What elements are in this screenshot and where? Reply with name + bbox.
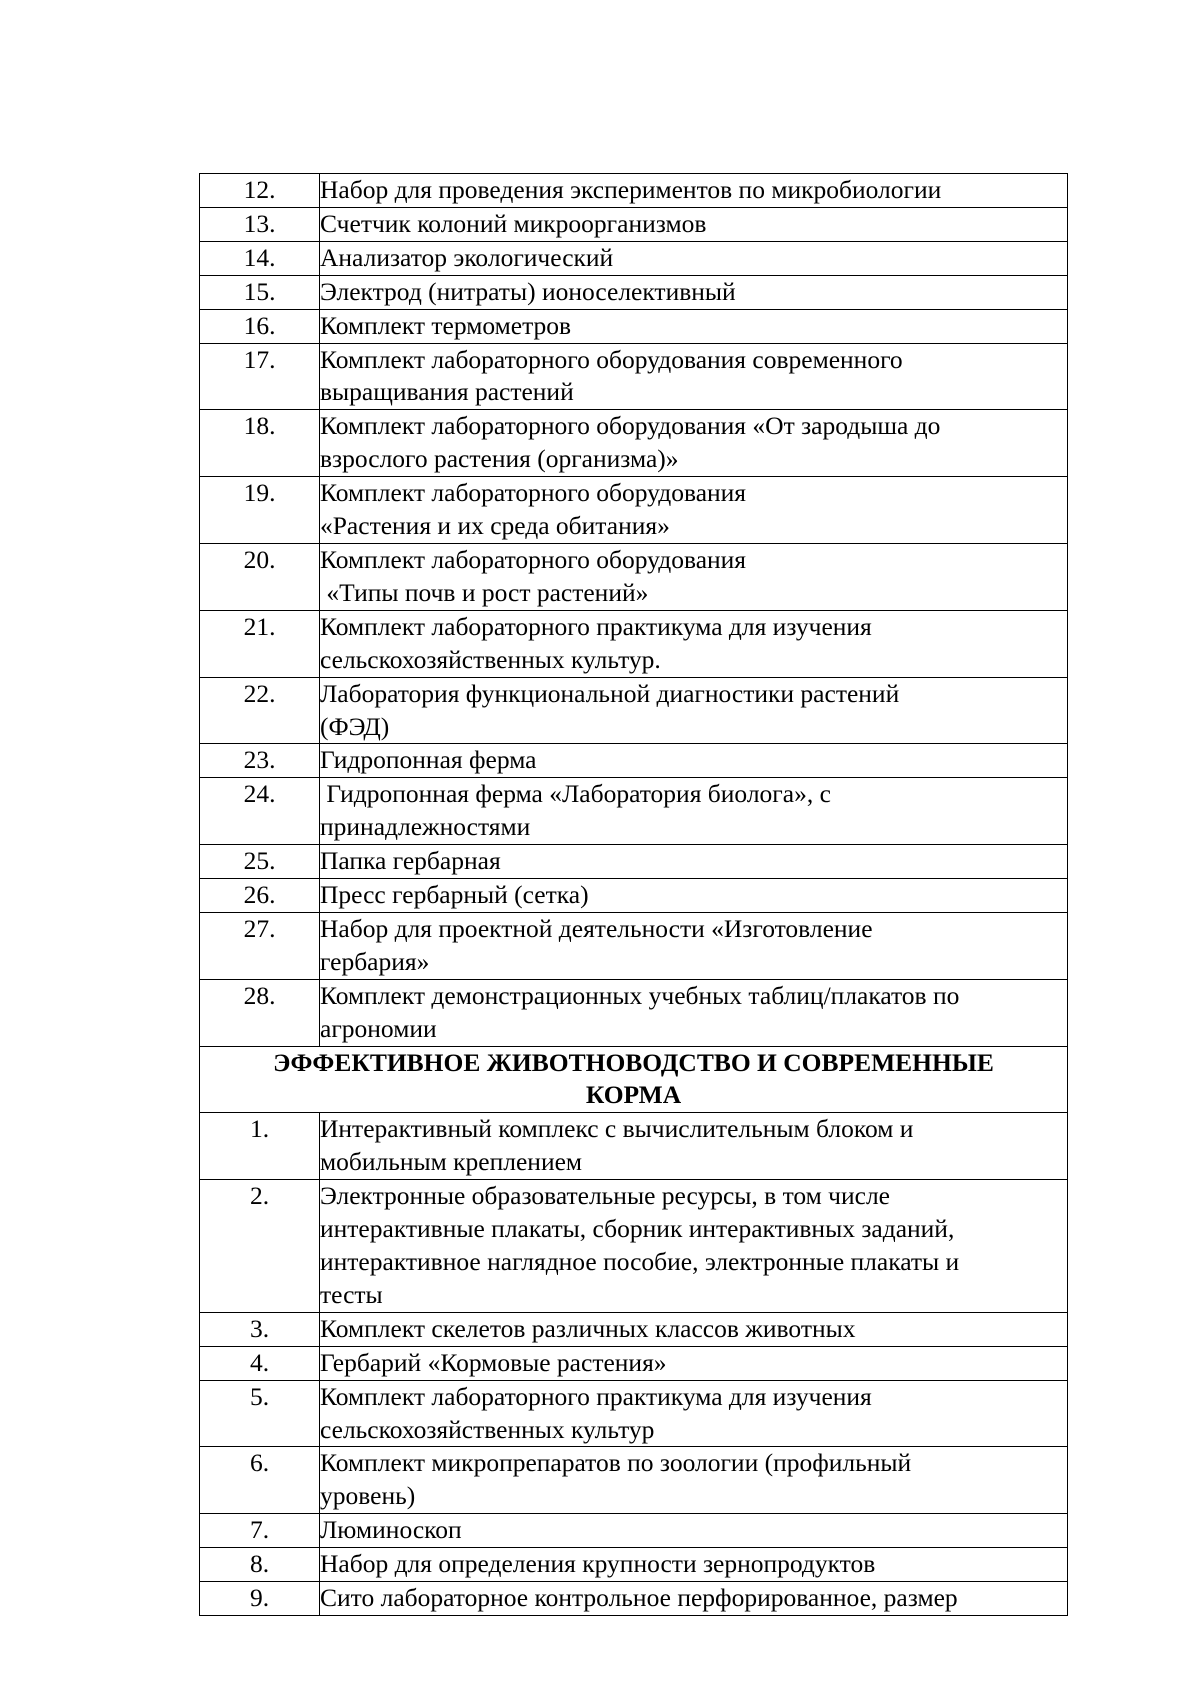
row-number: 25. xyxy=(200,845,320,879)
row-number: 23. xyxy=(200,744,320,778)
item-name-line: Пресс гербарный (сетка) xyxy=(320,880,589,910)
row-number: 1. xyxy=(200,1113,320,1180)
item-name-line: Комплект термометров xyxy=(320,310,572,340)
equipment-table xyxy=(199,173,1068,1616)
item-name xyxy=(320,1447,1068,1514)
item-name xyxy=(320,275,1068,309)
table-row xyxy=(200,1447,1068,1514)
row-number: 9. xyxy=(200,1582,320,1616)
table-row xyxy=(200,912,1068,979)
item-name-line: Комплект лабораторного практикума для изучения xyxy=(320,611,872,641)
row-number: 28. xyxy=(200,979,320,1046)
item-name-line: (ФЭД) xyxy=(320,711,390,741)
item-name-line: взрослого растения (организма)» xyxy=(320,444,679,474)
item-name-line: выращивания растений xyxy=(320,377,574,407)
item-name-line: Комплект лабораторного оборудования xyxy=(320,478,747,508)
item-name xyxy=(320,174,1068,208)
item-name xyxy=(320,845,1068,879)
row-number: 5. xyxy=(200,1380,320,1447)
table-row xyxy=(200,1582,1068,1616)
item-name xyxy=(320,912,1068,979)
table-row xyxy=(200,309,1068,343)
item-name-line: Комплект демонстрационных учебных таблиц/плакатов по xyxy=(320,980,960,1010)
row-number: 3. xyxy=(200,1312,320,1346)
row-number: 4. xyxy=(200,1346,320,1380)
table-row xyxy=(200,1346,1068,1380)
item-name-line: Комплект лабораторного оборудования xyxy=(320,544,747,574)
table-row xyxy=(200,1180,1068,1313)
item-name-line: «Типы почв и рост растений» xyxy=(320,577,649,607)
item-name xyxy=(320,543,1068,610)
item-name-line: Комплект скелетов различных классов животных xyxy=(320,1313,856,1343)
row-number: 12. xyxy=(200,174,320,208)
item-name-line: Комплект лабораторного практикума для изучения xyxy=(320,1381,872,1411)
item-name-line: гербария» xyxy=(320,946,430,976)
item-name-line: Набор для проведения экспериментов по микробиологии xyxy=(320,175,942,204)
item-name-line: принадлежностями xyxy=(320,812,531,842)
table-row xyxy=(200,677,1068,744)
table-row xyxy=(200,1514,1068,1548)
item-name xyxy=(320,677,1068,744)
table-row xyxy=(200,979,1068,1046)
item-name xyxy=(320,610,1068,677)
item-name-line: мобильным креплением xyxy=(320,1147,583,1177)
item-name-line: агрономии xyxy=(320,1013,437,1043)
item-name xyxy=(320,1514,1068,1548)
row-number: 16. xyxy=(200,309,320,343)
row-number: 27. xyxy=(200,912,320,979)
item-name-line: Набор для проектной деятельности «Изготовление xyxy=(320,913,873,943)
table-row xyxy=(200,207,1068,241)
item-name xyxy=(320,1312,1068,1346)
section-heading-line: ЭФФЕКТИВНОЕ ЖИВОТНОВОДСТВО И СОВРЕМЕННЫЕ xyxy=(273,1047,994,1077)
item-name-line: Гидропонная ферма xyxy=(320,745,537,775)
row-number: 8. xyxy=(200,1548,320,1582)
item-name xyxy=(320,207,1068,241)
table-row xyxy=(200,343,1068,410)
row-number: 20. xyxy=(200,543,320,610)
item-name xyxy=(320,1346,1068,1380)
item-name xyxy=(320,879,1068,913)
table-row xyxy=(200,1312,1068,1346)
item-name-line: Гидропонная ферма «Лаборатория биолога», с xyxy=(320,779,831,809)
table-row xyxy=(200,1380,1068,1447)
item-name-line: уровень) xyxy=(320,1481,416,1511)
item-name-line: тесты xyxy=(320,1279,383,1309)
item-name-line: Комплект лабораторного оборудования современного xyxy=(320,344,903,374)
item-name-line: Электронные образовательные ресурсы, в том числе xyxy=(320,1181,891,1211)
item-name-line: Папка гербарная xyxy=(320,846,501,876)
row-number: 18. xyxy=(200,410,320,477)
table-row xyxy=(200,744,1068,778)
item-name-line: Люминоскоп xyxy=(320,1515,462,1545)
table-row xyxy=(200,477,1068,544)
item-name xyxy=(320,778,1068,845)
section-heading-row xyxy=(200,1046,1068,1113)
item-name-line: Комплект лабораторного оборудования «От зародыша до xyxy=(320,411,941,441)
item-name-line: Счетчик колоний микроорганизмов xyxy=(320,208,707,238)
item-name-line: Гербарий «Кормовые растения» xyxy=(320,1347,667,1377)
section-heading xyxy=(200,1046,1068,1113)
table-row xyxy=(200,610,1068,677)
table-row xyxy=(200,410,1068,477)
table-row xyxy=(200,174,1068,208)
item-name-line: «Растения и их среда обитания» xyxy=(320,511,670,541)
table-row xyxy=(200,845,1068,879)
item-name-line: Сито лабораторное контрольное перфорированное, размер xyxy=(320,1583,958,1613)
item-name-line: Лаборатория функциональной диагностики растений xyxy=(320,678,900,708)
item-name xyxy=(320,1113,1068,1180)
item-name-line: Набор для определения крупности зернопродуктов xyxy=(320,1549,876,1579)
item-name-line: сельскохозяйственных культур. xyxy=(320,644,661,674)
item-name xyxy=(320,1582,1068,1616)
item-name-line: Интерактивный комплекс с вычислительным блоком и xyxy=(320,1114,914,1144)
item-name xyxy=(320,309,1068,343)
row-number: 19. xyxy=(200,477,320,544)
table-row xyxy=(200,778,1068,845)
table-row xyxy=(200,241,1068,275)
table-row xyxy=(200,543,1068,610)
item-name xyxy=(320,1548,1068,1582)
row-number: 7. xyxy=(200,1514,320,1548)
row-number: 21. xyxy=(200,610,320,677)
item-name-line: Анализатор экологический xyxy=(320,242,614,272)
equipment-table-body xyxy=(200,174,1068,1616)
row-number: 22. xyxy=(200,677,320,744)
table-row xyxy=(200,1548,1068,1582)
table-row xyxy=(200,275,1068,309)
item-name xyxy=(320,241,1068,275)
row-number: 15. xyxy=(200,275,320,309)
item-name-line: интерактивные плакаты, сборник интерактивных заданий, xyxy=(320,1214,955,1244)
table-row xyxy=(200,1113,1068,1180)
row-number: 24. xyxy=(200,778,320,845)
item-name-line: интерактивное наглядное пособие, электронные плакаты и xyxy=(320,1247,960,1276)
row-number: 13. xyxy=(200,207,320,241)
row-number: 14. xyxy=(200,241,320,275)
section-heading-line: КОРМА xyxy=(585,1080,682,1110)
item-name xyxy=(320,1380,1068,1447)
item-name xyxy=(320,744,1068,778)
row-number: 17. xyxy=(200,343,320,410)
row-number: 6. xyxy=(200,1447,320,1514)
item-name xyxy=(320,477,1068,544)
row-number: 2. xyxy=(200,1180,320,1313)
table-row xyxy=(200,879,1068,913)
item-name xyxy=(320,1180,1068,1313)
item-name xyxy=(320,979,1068,1046)
item-name-line: Электрод (нитраты) ионоселективный xyxy=(320,276,736,306)
row-number: 26. xyxy=(200,879,320,913)
item-name xyxy=(320,343,1068,410)
item-name xyxy=(320,410,1068,477)
item-name-line: Комплект микропрепаратов по зоологии (профильный xyxy=(320,1448,912,1478)
item-name-line: сельскохозяйственных культур xyxy=(320,1414,655,1444)
